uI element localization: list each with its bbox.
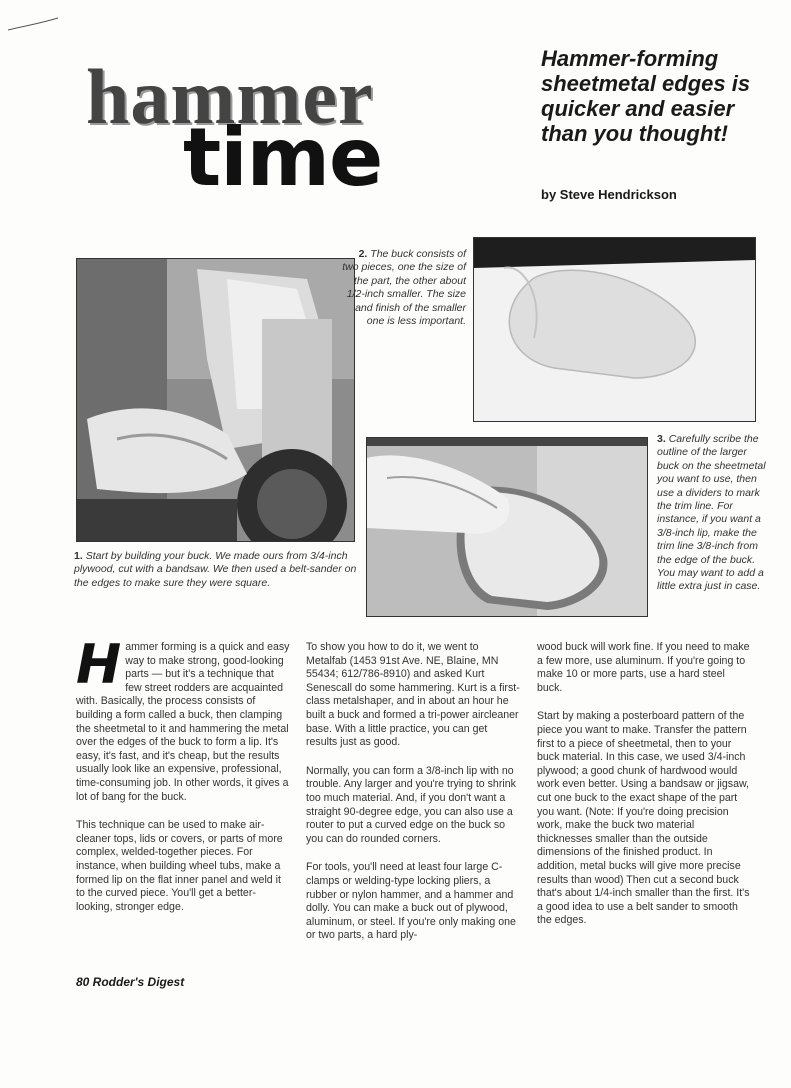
drop-cap: H [76,633,122,696]
body-paragraph: Start by making a posterboard pattern of the piece you want to make. Transfer the pattern first to a piece of sheetmetal, then to your buck material. In this case, we used 3/4-inch plywood; a good chunk of hardwood would work even better. Using a bandsaw or jigsaw, cut one buck to the exact shape of the part you want. (Note: If you're doing precision work, make the buck two material thicknesses smaller than the outside dimensions of the finished product. In addition, metal bucks will give more precise results than wood) Then cut a second buck that's about 1/4-inch smaller than the first. It's a good idea to use a belt sander to smooth the edges. [537,710,750,927]
caption-number: 2. [358,248,368,260]
photo-bandsaw [76,258,355,542]
headline-hammer: hammer [86,53,374,140]
body-column-2 [306,641,520,958]
body-column-1 [76,633,290,929]
pen-mark [6,14,66,34]
body-paragraph: For tools, you'll need at least four large C-clamps or welding-type locking pliers, a rubber or nylon hammer, and a hammer and dolly. You can make a buck out of plywood, aluminum, or steel. If you're only making one or two parts, a hard ply- [306,861,516,942]
page-folio: 80 Rodder's Digest [76,975,185,989]
caption-photo-1 [74,550,364,590]
body-paragraph: This technique can be used to make air-cleaner tops, lids or covers, or parts of more complex, welded-together pieces. For instance, when building wheel tubs, make a formed lip on the flat inner panel and weld it to the curved piece. You'll get a better-looking, stronger edge. [76,819,283,913]
caption-text: Start by building your buck. We made ours from 3/4-inch plywood, cut with a bandsaw. We then used a belt-sander on the edges to make sure they were square. [74,550,357,589]
body-column-3 [537,641,751,943]
body-paragraph: To show you how to do it, we went to Metalfab (1453 91st Ave. NE, Blaine, MN 55434; 612/786-8910) and asked Kurt Senescall do some hammering. Kurt is a first-class metalshaper, and in about an hour he built a buck and formed a tri-power aircleaner base. With a little practice, you can get results just as good. [306,641,520,749]
caption-text: The buck consists of two pieces, one the size of the part, the other about 1/2-inch smaller. The size and finish of the smaller one is less important. [342,248,466,328]
photo-buck-pieces [473,237,756,422]
caption-photo-2 [340,248,466,328]
subheadline: Hammer-forming sheetmetal edges is quicker and easier than you thought! [541,46,751,146]
caption-number: 3. [657,433,666,445]
body-paragraph: Hammer forming is a quick and easy way to make strong, good-looking parts — but it's a technique that few street rodders are acquainted with. Basically, the process consists of building a form called a buck, then clamping the sheetmetal to it and hammering the metal over the edges of the buck to form a lip. It's easy, it's fast, and it's cheap, but the results usually look like an expensive, professional, time-consuming job. In other words, it gives a lot of bang for the buck. [76,633,290,803]
caption-number: 1. [74,550,83,562]
photo-scribing [366,437,648,617]
headline-time: time [183,111,383,204]
body-paragraph: wood buck will work fine. If you need to make a few more, use aluminum. If you're going to make 10 or more parts, use a hard steel buck. [537,641,750,694]
caption-photo-3 [657,433,769,594]
caption-text: Carefully scribe the outline of the larger buck on the sheetmetal you want to use, then use a dividers to mark the trim line. For instance, if you want a 3/8-inch lip, make the trim line 3/8-inch from the edge of the buck. You may want to add a little extra just in case. [657,433,766,593]
byline: by Steve Hendrickson [541,187,677,202]
body-paragraph: Normally, you can form a 3/8-inch lip with no trouble. Any larger and you're trying to shrink too much material. And, if you don't want a straight 90-degree edge, you can also use a router to put a curved edge on the buck so you can do rounded corners. [306,764,516,845]
